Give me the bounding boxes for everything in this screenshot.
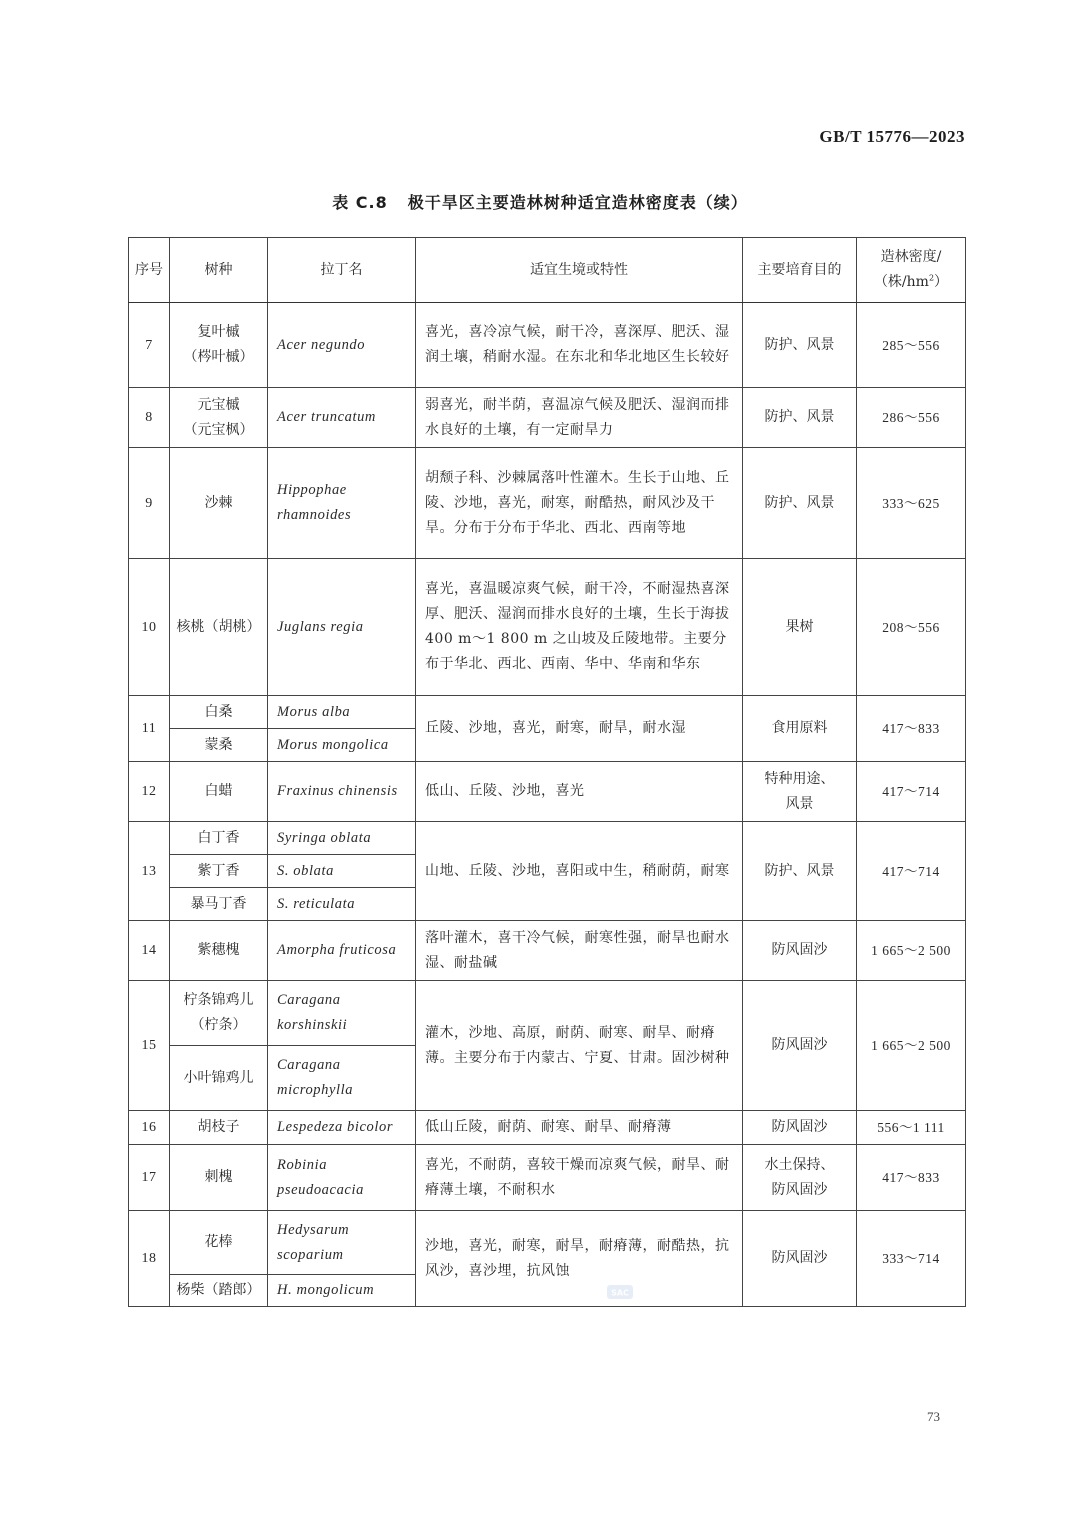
table-row: [129, 1145, 966, 1211]
latin-genus: Hippophae: [277, 482, 347, 498]
table-title-text: 极干旱区主要造林树种适宜造林密度表（续）: [407, 193, 748, 212]
table-header-row: [129, 238, 966, 303]
col-header-habitat: 适宜生境或特性: [416, 238, 743, 303]
cell-habitat: 低山、丘陵、沙地，喜光: [416, 762, 743, 822]
cell-habitat: 胡颓子科、沙棘属落叶性灌木。生长于山地、丘陵、沙地，喜光，耐寒，耐酷热，耐风沙及干旱。分布于分布于华北、西北、西南等地: [416, 448, 743, 559]
table-row: [129, 921, 966, 981]
table-row: [129, 1211, 966, 1275]
col-header-species: 树种: [170, 238, 268, 303]
cell-latin: S. oblata: [268, 855, 416, 888]
cell-purpose: [743, 762, 857, 822]
cell-density: 1 665～2 500: [857, 981, 966, 1111]
cell-habitat: 弱喜光，耐半荫，喜温凉气候及肥沃、湿润而排水良好的土壤，有一定耐旱力: [416, 388, 743, 448]
cell-purpose: 防风固沙: [743, 921, 857, 981]
cell-purpose: 防护、风景: [743, 388, 857, 448]
cell-species: 核桃（胡桃）: [170, 559, 268, 696]
cell-density: 208～556: [857, 559, 966, 696]
cell-species: [170, 303, 268, 388]
species-alias: （元宝枫）: [183, 421, 254, 438]
standard-code: GB/T 15776—2023: [819, 127, 965, 146]
cell-no: 11: [129, 696, 170, 762]
cell-latin: S. reticulata: [268, 888, 416, 921]
cell-density: 417～833: [857, 1145, 966, 1211]
sac-logo-watermark-icon: [606, 1284, 634, 1300]
table-row: [129, 559, 966, 696]
cell-no: 16: [129, 1111, 170, 1145]
cell-no: 7: [129, 303, 170, 388]
latin-genus: Caragana: [277, 1057, 341, 1073]
table-row: [129, 1111, 966, 1145]
cell-purpose: 防护、风景: [743, 822, 857, 921]
cell-latin: Syringa oblata: [268, 822, 416, 855]
cell-no: 13: [129, 822, 170, 921]
species-density-table: [128, 237, 966, 1307]
cell-purpose: [743, 1145, 857, 1211]
purpose-line2: 风景: [785, 795, 814, 812]
cell-habitat: 喜光，喜冷凉气候，耐干冷，喜深厚、肥沃、湿润土壤，稍耐水湿。在东北和华北地区生长较好: [416, 303, 743, 388]
col-header-latin: 拉丁名: [268, 238, 416, 303]
table-row: [129, 448, 966, 559]
cell-habitat: 落叶灌木，喜干冷气候，耐寒性强，耐旱也耐水湿、耐盐碱: [416, 921, 743, 981]
cell-no: 8: [129, 388, 170, 448]
cell-latin: Juglans regia: [268, 559, 416, 696]
cell-species: 杨柴（踏郎）: [170, 1275, 268, 1307]
cell-habitat: 沙地，喜光，耐寒，耐旱，耐瘠薄，耐酷热，抗风沙，喜沙埋，抗风蚀: [416, 1211, 743, 1307]
density-header-unit-sup: 2: [928, 273, 935, 283]
latin-epithet: korshinskii: [277, 1017, 348, 1033]
cell-habitat: 山地、丘陵、沙地，喜阳或中生，稍耐荫，耐寒: [416, 822, 743, 921]
cell-latin: Fraxinus chinensis: [268, 762, 416, 822]
cell-latin: [268, 448, 416, 559]
table-title-label: 表 C.8: [332, 193, 388, 212]
watermark-text: SAC: [611, 1288, 629, 1298]
cell-purpose: 防风固沙: [743, 1211, 857, 1307]
cell-no: 14: [129, 921, 170, 981]
cell-density: 285～556: [857, 303, 966, 388]
table-title: [0, 190, 1080, 213]
density-header-unit-pre: （株/hm: [873, 274, 929, 290]
col-header-no: 序号: [129, 238, 170, 303]
cell-species: 小叶锦鸡儿: [170, 1046, 268, 1111]
cell-species: 沙棘: [170, 448, 268, 559]
latin-epithet: scoparium: [277, 1246, 344, 1263]
table-row: [129, 822, 966, 855]
cell-no: 12: [129, 762, 170, 822]
cell-latin: Acer negundo: [268, 303, 416, 388]
cell-purpose: 食用原料: [743, 696, 857, 762]
purpose-line1: 水土保持、: [764, 1156, 835, 1173]
cell-species: 白丁香: [170, 822, 268, 855]
cell-species: 花棒: [170, 1211, 268, 1275]
latin-epithet: microphylla: [277, 1082, 354, 1098]
cell-habitat: 丘陵、沙地，喜光，耐寒，耐旱，耐水湿: [416, 696, 743, 762]
cell-habitat: 喜光，喜温暖凉爽气候，耐干冷，不耐湿热喜深厚、肥沃、湿润而排水良好的土壤，生长于海拔 400 m～1 800 m 之山坡及丘陵地带。主要分布于华北、西北、西南、华中、华南和华东: [416, 559, 743, 696]
cell-density: 417～833: [857, 696, 966, 762]
cell-purpose: 防风固沙: [743, 1111, 857, 1145]
cell-latin: Amorpha fruticosa: [268, 921, 416, 981]
cell-species: [170, 981, 268, 1046]
cell-purpose: 防护、风景: [743, 448, 857, 559]
latin-genus: Caragana: [277, 992, 341, 1008]
cell-density: 1 665～2 500: [857, 921, 966, 981]
cell-density: 417～714: [857, 822, 966, 921]
cell-species: 紫丁香: [170, 855, 268, 888]
purpose-line2: 防风固沙: [771, 1181, 828, 1198]
table-row: [129, 981, 966, 1046]
density-header-unit-post: ）: [934, 274, 949, 290]
cell-purpose: 防风固沙: [743, 981, 857, 1111]
cell-species: [170, 388, 268, 448]
col-header-purpose: 主要培育目的: [743, 238, 857, 303]
cell-no: 18: [129, 1211, 170, 1307]
density-header-line1: 造林密度/: [880, 249, 942, 265]
cell-density: 417～714: [857, 762, 966, 822]
cell-habitat: 低山丘陵，耐荫、耐寒、耐旱、耐瘠薄: [416, 1111, 743, 1145]
cell-latin: Acer truncatum: [268, 388, 416, 448]
cell-latin: Lespedeza bicolor: [268, 1111, 416, 1145]
species-alias: （柠条）: [190, 1017, 247, 1033]
cell-latin: [268, 981, 416, 1046]
cell-purpose: 防护、风景: [743, 303, 857, 388]
cell-species: 紫穗槐: [170, 921, 268, 981]
latin-genus: Robinia: [277, 1156, 328, 1173]
species-alias: （梣叶槭）: [183, 349, 254, 365]
cell-latin: H. mongolicum: [268, 1275, 416, 1307]
page-number: 73: [927, 1409, 940, 1424]
cell-latin: [268, 1046, 416, 1111]
purpose-line1: 特种用途、: [764, 770, 835, 787]
latin-epithet: rhamnoides: [277, 507, 352, 523]
species-name: 元宝槭: [197, 396, 240, 413]
table-row: [129, 303, 966, 388]
cell-latin: [268, 1145, 416, 1211]
cell-no: 15: [129, 981, 170, 1111]
cell-density: 333～714: [857, 1211, 966, 1307]
cell-species: 蒙桑: [170, 729, 268, 762]
cell-latin: [268, 1211, 416, 1275]
latin-epithet: pseudoacacia: [277, 1181, 364, 1198]
cell-density: 286～556: [857, 388, 966, 448]
cell-species: 白桑: [170, 696, 268, 729]
cell-latin: Morus alba: [268, 696, 416, 729]
cell-latin: Morus mongolica: [268, 729, 416, 762]
cell-species: 刺槐: [170, 1145, 268, 1211]
cell-habitat: 喜光，不耐荫，喜较干燥而凉爽气候，耐旱、耐瘠薄土壤，不耐积水: [416, 1145, 743, 1211]
table-row: [129, 388, 966, 448]
species-name: 复叶槭: [197, 324, 240, 340]
cell-density: 556～1 111: [857, 1111, 966, 1145]
species-name: 柠条锦鸡儿: [183, 992, 254, 1008]
cell-species: 胡枝子: [170, 1111, 268, 1145]
cell-purpose: 果树: [743, 559, 857, 696]
cell-habitat: 灌木，沙地、高原，耐荫、耐寒、耐旱、耐瘠薄。主要分布于内蒙古、宁夏、甘肃。固沙树种: [416, 981, 743, 1111]
cell-species: 白蜡: [170, 762, 268, 822]
cell-no: 17: [129, 1145, 170, 1211]
cell-no: 10: [129, 559, 170, 696]
col-header-density: [857, 238, 966, 303]
cell-no: 9: [129, 448, 170, 559]
cell-species: 暴马丁香: [170, 888, 268, 921]
table-row: [129, 762, 966, 822]
latin-genus: Hedysarum: [277, 1221, 350, 1238]
table-row: [129, 696, 966, 729]
cell-density: 333～625: [857, 448, 966, 559]
